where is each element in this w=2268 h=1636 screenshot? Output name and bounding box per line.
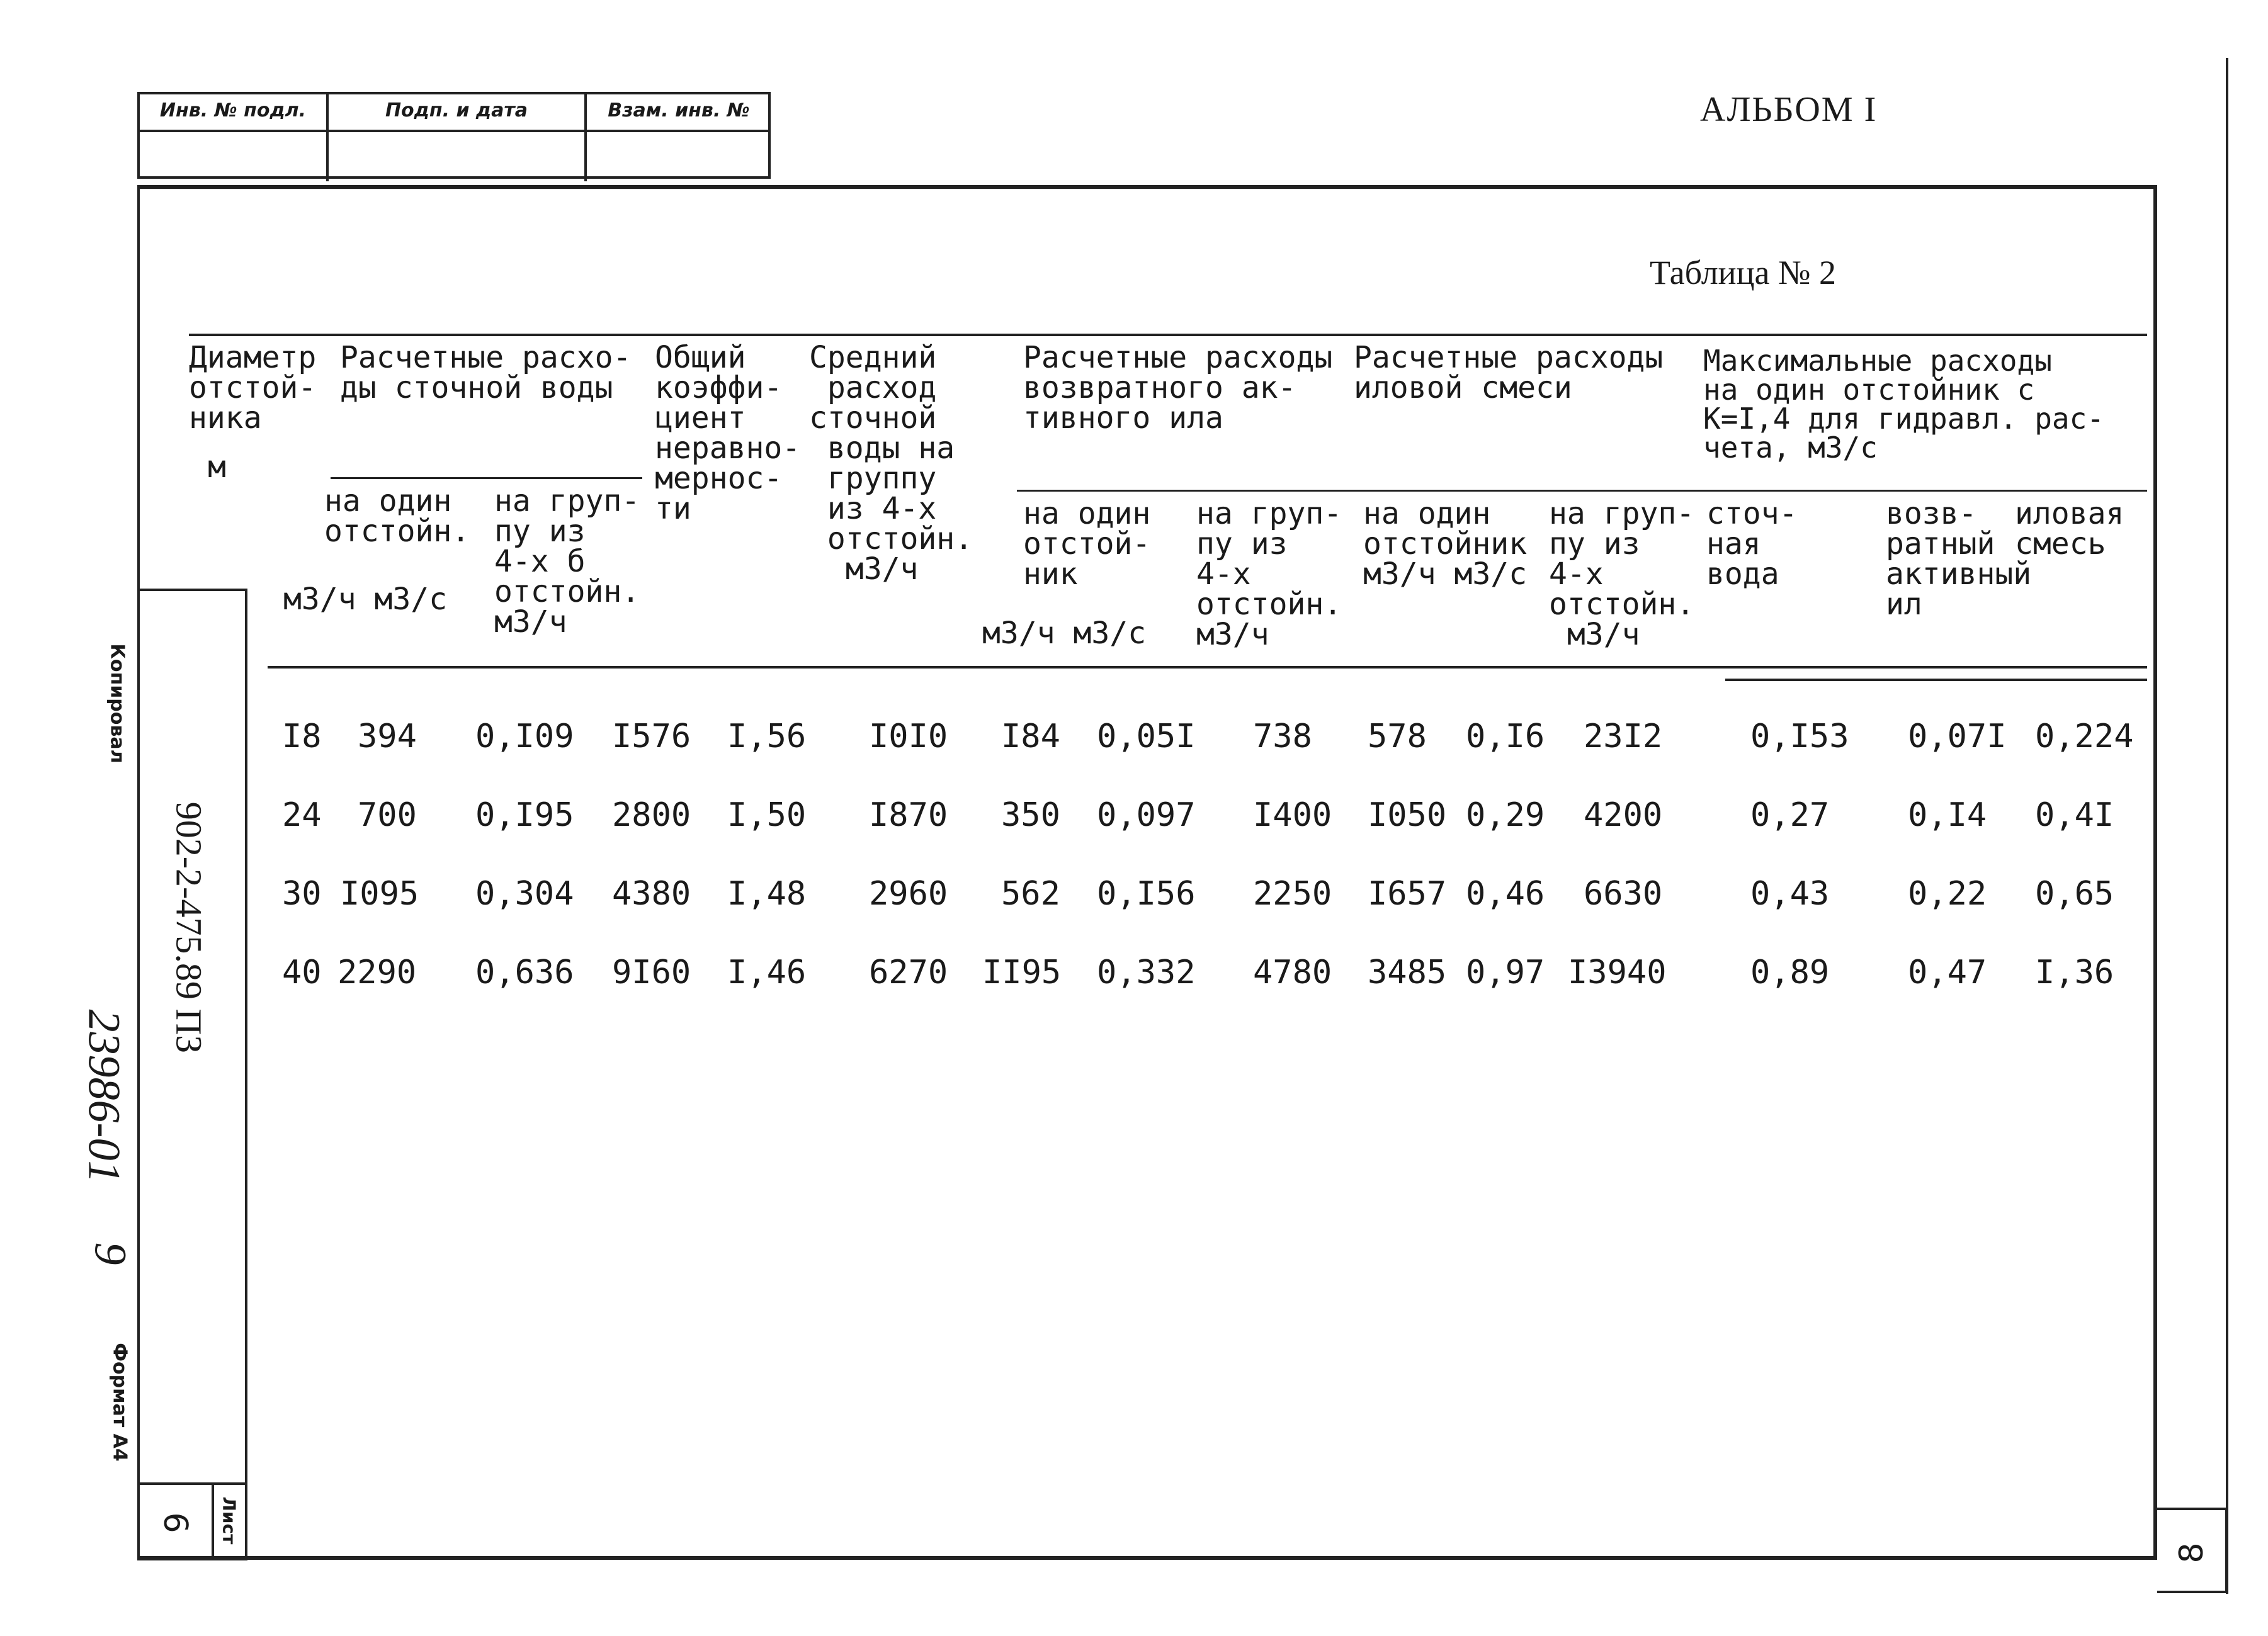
cell-rs-group: 738 [1253,718,1312,755]
hdr-rs-one-units: м3/ч м3/с [982,616,1147,651]
cell-mix-one-m3h: 578 [1368,718,1427,755]
hdr-coef: Общий коэффи- циент неравно- мернос- ти [655,340,801,526]
cell-one-m3s: 0,I09 [475,718,574,755]
cell-avg: I870 [869,796,948,834]
cell-mix-one-m3h: I050 [1368,796,1447,834]
corner-sheet-box [2157,1508,2228,1593]
cell-mix-one-m3s: 0,29 [1466,796,1545,834]
cell-rs-one-m3h: II95 [982,954,1062,991]
hdr-mix: Расчетные расходы иловой смеси [1354,340,1664,405]
cell-avg: 2960 [869,875,948,913]
cell-max-waste: 0,27 [1750,796,1830,834]
cell-rs-one-m3h: 350 [1001,796,1060,834]
cell-group-m3h: 2800 [612,796,691,834]
hdr-rs-group: на груп- пу из 4-х отстойн. м3/ч [1196,496,1342,652]
cell-rs-one-m3s: 0,I56 [1097,875,1196,913]
table-title: Таблица № 2 [1650,254,1836,291]
cell-max-return: 0,I4 [1908,796,1987,834]
hdr-mix-group: на груп- пу из 4-х отстойн. м3/ч [1549,496,1695,652]
cell-mix-group: 6630 [1584,875,1663,913]
cell-diameter: 40 [282,954,322,991]
format-label: Формат А4 [108,1343,131,1462]
cell-rs-one-m3h: 562 [1001,875,1060,913]
cell-coef: I,46 [727,954,807,991]
album-label: АЛЬБОМ I [1700,90,1878,129]
stamp-block [137,92,771,179]
cell-mix-one-m3s: 0,97 [1466,954,1545,991]
cell-diameter: 30 [282,875,322,913]
cell-max-waste: 0,89 [1750,954,1830,991]
cell-one-m3s: 0,636 [475,954,574,991]
stamp-sign-cell [329,94,587,181]
stamp-inv-label: Инв. № подл. [140,94,326,132]
side-sheet-label: Лист [218,1496,240,1545]
cell-one-m3h: 394 [358,718,417,755]
cell-group-m3h: I576 [612,718,691,755]
handwritten-page: 9 [85,1242,136,1265]
stamp-inv-cell [140,94,329,181]
corner-sheet-number: 8 [2173,1542,2211,1564]
cell-rs-group: 2250 [1253,875,1332,913]
flow-table [189,334,2147,991]
cell-mix-group: 23I2 [1584,718,1663,755]
cell-coef: I,48 [727,875,807,913]
cell-max-waste: 0,43 [1750,875,1830,913]
hdr-max-mix: иловая смесь [2015,496,2124,561]
side-sheet-number: 6 [156,1512,194,1533]
cell-coef: I,56 [727,718,807,755]
cell-avg: I0I0 [869,718,948,755]
cell-max-mix: 0,224 [2035,718,2134,755]
cell-group-m3h: 4380 [612,875,691,913]
cell-max-return: 0,22 [1908,875,1987,913]
hdr-max-flow: Максимальные расходы на один отстойник с К=I,4 для гидравл. рас- чета, м3/с [1703,344,2104,465]
cell-mix-one-m3h: 3485 [1368,954,1447,991]
hdr-diameter-unit: м [208,449,226,485]
hdr-max-waste: сточ- ная вода [1706,496,1798,592]
side-sheet-cell [137,1482,247,1560]
cell-max-mix: I,36 [2035,954,2114,991]
cell-rs-one-m3s: 0,05I [1097,718,1196,755]
cell-avg: 6270 [869,954,948,991]
cell-mix-one-m3s: 0,I6 [1466,718,1545,755]
cell-one-m3h: 700 [358,796,417,834]
cell-rs-one-m3h: I84 [1001,718,1060,755]
right-border-line [2226,58,2228,1594]
cell-mix-one-m3s: 0,46 [1466,875,1545,913]
hdr-calc-group: на груп- пу из 4-х б отстойн. м3/ч [494,483,640,640]
hdr-mix-one: на один отстойник м3/ч м3/с [1363,496,1528,592]
cell-one-m3s: 0,I95 [475,796,574,834]
hdr-diameter: Диаметр отстой- ника [189,340,317,436]
cell-one-m3h: 2290 [337,954,417,991]
copied-label: Копировал [106,643,128,764]
hdr-calc-flow: Расчетные расхо- ды сточной воды [340,340,632,405]
stamp-replace-label: Взам. инв. № [587,94,771,132]
cell-rs-one-m3s: 0,097 [1097,796,1196,834]
cell-mix-group: 4200 [1584,796,1663,834]
cell-rs-group: I400 [1253,796,1332,834]
hdr-max-return: возв- ратный активный ил [1886,496,2032,622]
cell-max-mix: 0,65 [2035,875,2114,913]
cell-one-m3s: 0,304 [475,875,574,913]
cell-rs-group: 4780 [1253,954,1332,991]
handwritten-number: 23986-01 [79,1009,130,1183]
cell-mix-one-m3h: I657 [1368,875,1447,913]
cell-max-return: 0,07I [1908,718,2007,755]
hdr-avg-flow: Средний расход сточной воды на группу из 4-х отстойн. м3/ч [809,340,973,587]
cell-mix-group: I3940 [1568,954,1667,991]
cell-diameter: 24 [282,796,322,834]
hdr-calc-one: на один отстойн. [324,483,470,549]
cell-max-waste: 0,I53 [1750,718,1849,755]
cell-group-m3h: 9I60 [612,954,691,991]
cell-coef: I,50 [727,796,807,834]
hdr-return-sludge: Расчетные расходы возвратного ак- тивного ила [1023,340,1333,436]
cell-diameter: I8 [282,718,322,755]
hdr-calc-one-units: м3/ч м3/с [283,582,448,617]
cell-max-mix: 0,4I [2035,796,2114,834]
doc-code: 902-2-475.89 ПЗ [168,801,210,1054]
cell-rs-one-m3s: 0,332 [1097,954,1196,991]
cell-one-m3h: I095 [340,875,419,913]
cell-max-return: 0,47 [1908,954,1987,991]
stamp-sign-label: Подп. и дата [329,94,584,132]
stamp-replace-cell [587,94,771,181]
hdr-rs-one: на один отстой- ник [1023,496,1151,592]
